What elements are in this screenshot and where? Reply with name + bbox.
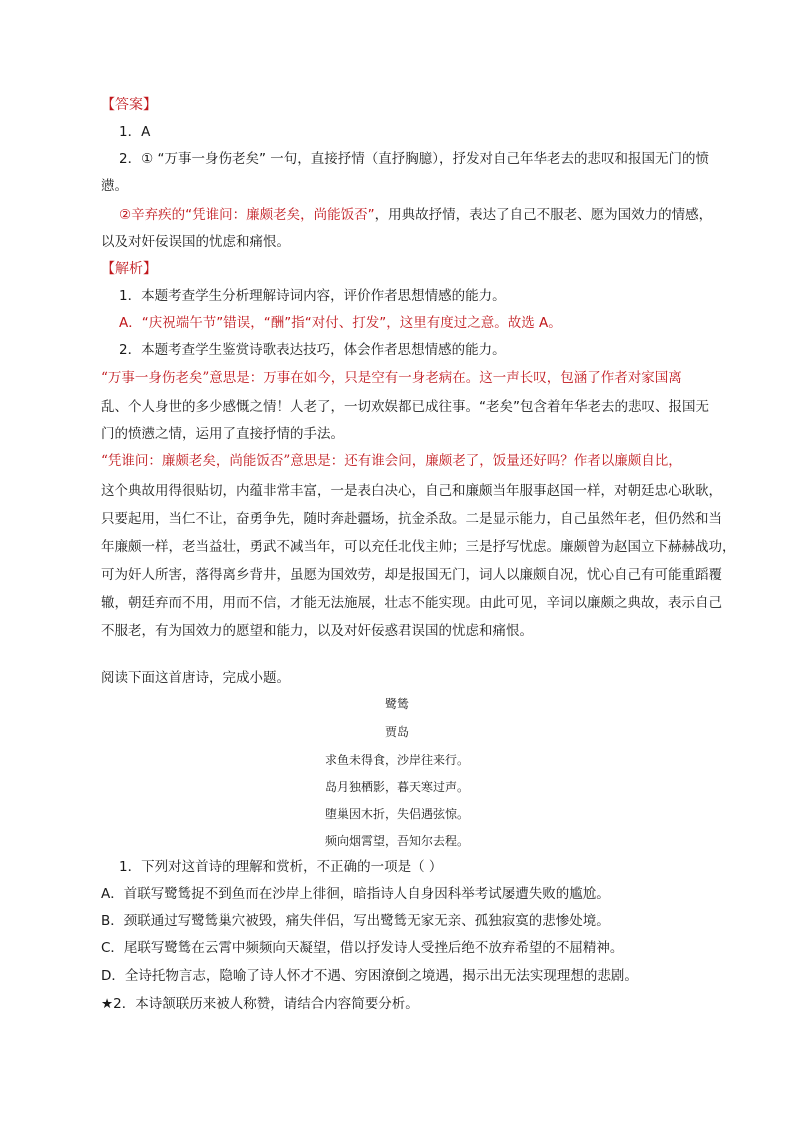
analysis-p4-line3: 门的愤懑之情，运用了直接抒情的手法。 [101, 426, 344, 442]
answer-q2-line1: 2．① “万事一身伤老矣” 一句，直接抒情（直抒胸臆），抒发对自己年华老去的悲叹和报国无门的愤 [119, 151, 710, 167]
poem-title: 鹭鸶 [384, 697, 409, 711]
analysis-p5-line5: 可为奸人所害，落得离乡背井，虽愿为国效劳，却是报国无门，词人以廉颇自况，忧心自己有可能重蹈覆 [101, 567, 722, 583]
analysis-p5-line6: 辙，朝廷弃而不用，用而不信，才能无法施展，壮志不能实现。由此可见，辛词以廉颇之典故，表示自己 [101, 595, 722, 611]
option-a: A．首联写鹭鸶捉不到鱼而在沙岸上徘徊，暗指诗人自身因科举考试屡遭失败的尴尬。 [101, 886, 610, 902]
answer-q1: 1．A [119, 124, 151, 140]
question-2: ★2．本诗颔联历来被人称赞，请结合内容简要分析。 [101, 996, 419, 1012]
analysis-p4-line1: “万事一身伤老矣”意思是：万事在如今，只是空有一身老病在。这一声长叹，包涵了作者对家国离 [101, 370, 682, 386]
answer-heading: 【答案】 [101, 97, 157, 113]
answer-q2-line2: 懑。 [101, 178, 128, 194]
analysis-p4-line2: 乱、个人身世的多少感慨之情！人老了，一切欢娱都已成往事。“老矣”包含着年华老去的悲叹、报国无 [101, 399, 709, 415]
analysis-heading: 【解析】 [101, 261, 157, 277]
poem-line-2: 岛月独栖影，暮天寒过声。 [324, 780, 469, 794]
analysis-p5-line7: 不服老，有为国效力的愿望和能力，以及对奸佞惑君误国的忧虑和痛恨。 [101, 623, 533, 639]
option-b: B．颈联通过写鹭鸶巢穴被毁，痛失伴侣，写出鹭鸶无家无亲、孤独寂寞的悲惨处境。 [101, 913, 610, 929]
analysis-p2: A．“庆祝端午节”错误，“酬”指“对付、打发”，这里有度过之意。故选 A。 [119, 315, 562, 331]
analysis-p1: 1．本题考查学生分析理解诗词内容，评价作者思想情感的能力。 [119, 288, 506, 304]
analysis-p5-line4: 年廉颇一样，老当益壮，勇武不减当年，可以充任北伐主帅；三是抒写忧虑。廉颇曾为赵国立下赫赫战功， [101, 539, 736, 555]
answer-q2-b-rest: ，用典故抒情，表达了自己不服老、愿为国效力的情感， [374, 207, 713, 223]
analysis-p3: 2．本题考查学生鉴赏诗歌表达技巧，体会作者思想情感的能力。 [119, 342, 506, 358]
analysis-p5-line1: “凭谁问：廉颇老矣，尚能饭否”意思是：还有谁会问，廉颇老了，饭量还好吗？作者以廉颇自比， [101, 453, 682, 469]
analysis-p5-line3: 只要起用，当仁不让，奋勇争先，随时奔赴疆场，抗金杀敌。二是显示能力，自己虽然年老，但仍然和当 [101, 511, 722, 527]
answer-q2-b-line2: 以及对奸佞误国的忧虑和痛恨。 [101, 234, 290, 250]
option-d: D．全诗托物言志，隐喻了诗人怀才不遇、穷困潦倒之境遇，揭示出无法实现理想的悲剧。 [101, 968, 638, 984]
reading-intro: 阅读下面这首唐诗，完成小题。 [101, 670, 290, 686]
poem-author: 贾岛 [384, 725, 409, 739]
poem-line-3: 堕巢因木折，失侣遇弦惊。 [324, 807, 469, 821]
poem-line-4: 频向烟霄望，吾知尔去程。 [324, 834, 469, 848]
question-1: 1．下列对这首诗的理解和赏析，不正确的一项是（ ） [119, 859, 443, 875]
poem-line-1: 求鱼未得食，沙岸往来行。 [324, 753, 469, 767]
answer-q2-b-line1 [119, 205, 712, 225]
answer-q2-b-quote: ②辛弃疾的“凭谁问：廉颇老矣，尚能饭否” [119, 207, 375, 223]
option-c: C．尾联写鹭鸶在云霄中频频向天凝望，借以抒发诗人受挫后绝不放弃希望的不屈精神。 [101, 940, 624, 956]
analysis-p5-line2: 这个典故用得很贴切，内蕴非常丰富，一是表白决心，自己和廉颇当年服事赵国一样，对朝廷忠心耿耿， [101, 483, 722, 499]
